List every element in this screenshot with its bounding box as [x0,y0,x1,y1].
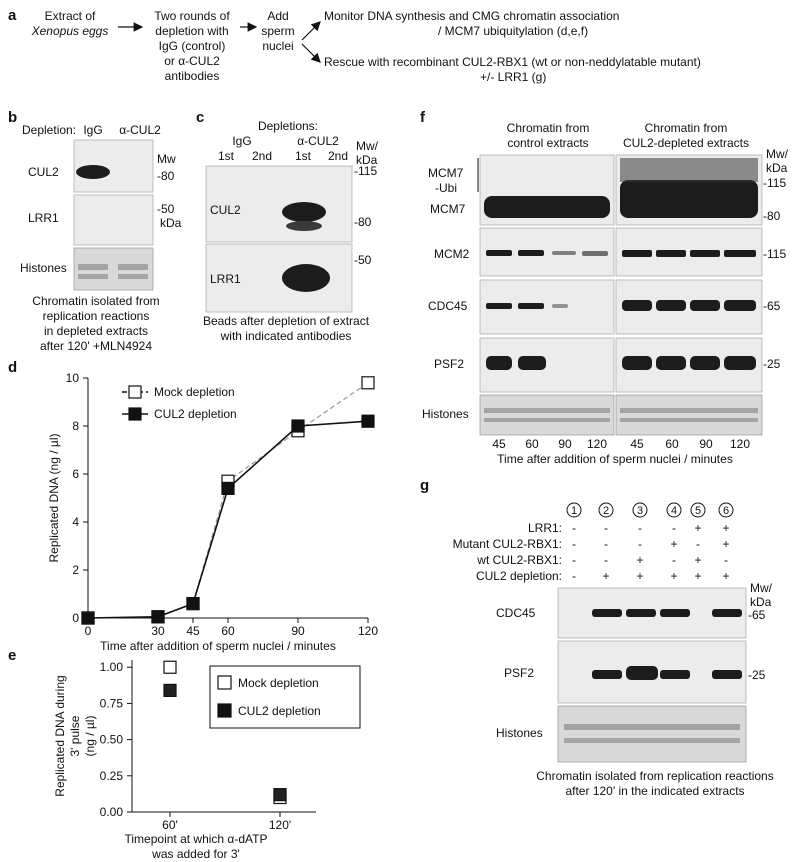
g-mw-label-1: Mw/ [750,581,772,595]
c-band-cul2-lower [286,221,322,231]
c-caption-2: with indicated antibodies [220,329,352,343]
g-condition-value: + [636,569,644,583]
d-x-tick-label: 0 [84,624,92,638]
e-y-axis-label-1: Replicated DNA during [53,675,67,797]
f-marker-80: -80 [763,209,781,223]
f-time-7: 90 [699,437,713,451]
d-point-cul2 [187,598,199,610]
g-condition-value: + [670,569,678,583]
g-condition-name: wt CUL2-RBX1: [477,553,562,567]
g-condition-value: - [672,553,676,567]
e-legend-marker [218,704,231,717]
d-y-axis-label: Replicated DNA (ng / µl) [47,433,61,563]
e-x-tick-label: 60' [162,818,178,832]
d-x-tick-label: 30 [151,624,165,638]
chart-e [53,660,360,861]
panel-c-label: c [196,109,205,126]
flow-outcome2-line2: +/- LRR1 (g) [480,70,547,84]
g-band-psf2-6 [712,670,742,679]
c-round-1: 1st [217,149,235,163]
f-group2-line2: CUL2-depleted extracts [622,136,750,150]
g-histone-band-2 [564,738,740,743]
e-legend-marker [218,676,231,689]
b-marker-80: -80 [157,169,175,183]
f-band-cdc45-7 [690,300,720,311]
g-condition-value: + [602,569,610,583]
f-mw-label-2: kDa [766,161,788,175]
g-blot-histones [558,706,746,762]
g-lane-number: 2 [602,505,610,517]
c-mw-label-2: kDa [356,153,378,167]
e-y-tick-label: 0.25 [99,768,123,783]
g-condition-value: - [604,521,608,535]
g-condition-value: + [670,537,678,551]
b-histone-band-4 [118,274,148,279]
f-band-mcm2-7 [690,250,720,257]
b-band-cul2-igg [76,165,110,179]
g-band-cdc45-4 [660,609,690,617]
g-row-histones: Histones [496,726,543,740]
f-band-psf2-7 [690,356,720,370]
f-band-psf2-1 [486,356,512,370]
d-y-tick-label: 2 [72,563,79,577]
flow-step2-line1: Two rounds of [154,9,230,23]
d-x-tick-label: 90 [291,624,305,638]
b-caption-3: in depleted extracts [43,324,149,338]
f-band-mcm2-3 [552,251,576,255]
f-time-8: 120 [729,437,751,451]
d-point-mock [362,377,374,389]
flow-outcome1-line1: Monitor DNA synthesis and CMG chromatin association [324,9,620,23]
b-mw-label: Mw [157,152,176,166]
f-marker-65: -65 [763,299,781,313]
c-round-4: 2nd [327,149,349,163]
g-marker-25: -25 [748,668,766,682]
g-conditions [453,521,730,583]
g-band-cdc45-3 [626,609,656,617]
panel-c [196,109,379,343]
g-condition-value: + [636,553,644,567]
f-row-mcm2: MCM2 [434,247,470,261]
c-marker-115: -115 [354,164,378,178]
e-y-tick-label: 0.75 [99,696,123,711]
e-y-axis-label-3: (ng / µl) [83,715,97,757]
f-histone-band-ctrl-2 [484,418,610,422]
g-row-cdc45: CDC45 [496,606,536,620]
b-marker-kda: kDa [160,216,182,230]
flow-step1-line2: Xenopus eggs [31,24,109,38]
g-lane-number: 6 [722,505,730,517]
g-mw-label-2: kDa [750,595,772,609]
b-row-cul2: CUL2 [28,165,59,179]
f-band-cdc45-3 [552,304,568,308]
g-lane-number: 4 [670,505,678,517]
f-time-4: 120 [586,437,608,451]
f-row-mcm7: MCM7 [430,202,466,216]
panel-b-label: b [8,109,18,126]
g-condition-value: - [638,537,642,551]
g-condition-value: - [572,521,576,535]
b-histone-band-3 [78,274,108,279]
d-legend-label: Mock depletion [154,385,235,399]
d-legend-marker [129,408,141,420]
b-lane-igg: IgG [83,123,103,137]
f-band-mcm2-1 [486,250,512,256]
e-x-tick-label: 120' [268,818,292,832]
g-row-psf2: PSF2 [504,666,535,680]
e-y-tick-label: 1.00 [99,660,123,675]
d-point-cul2 [362,415,374,427]
flow-step2-line3: IgG (control) [158,39,226,53]
d-point-cul2 [82,612,94,624]
c-header: Depletions: [257,119,319,133]
flow-outcome1-line2: / MCM7 ubiquitylation (d,e,f) [438,24,589,38]
f-group2-line1: Chromatin from [644,121,728,135]
b-caption-4: after 120' +MLN4924 [39,339,153,353]
c-group-igg: IgG [232,134,252,148]
f-band-mcm7-ubi-cul2 [620,158,758,182]
panel-a-label: a [8,7,17,24]
panel-b [8,109,182,353]
d-point-cul2 [222,482,234,494]
f-band-cdc45-5 [622,300,652,311]
f-marker-115b: -115 [763,247,787,261]
g-condition-name: CUL2 depletion: [475,569,562,583]
e-x-axis-label: Timepoint at which α-dATP [124,832,268,846]
b-row-lrr1: LRR1 [28,211,59,225]
f-histone-band-ctrl-1 [484,408,610,413]
d-point-cul2 [292,420,304,432]
c-mw-label-1: Mw/ [356,139,378,153]
d-legend-marker [129,386,141,398]
f-time-1: 45 [492,437,506,451]
e-legend-label: CUL2 depletion [238,704,321,718]
c-row-cul2: CUL2 [210,203,241,217]
f-band-mcm7-cul2 [620,180,758,218]
c-band-cul2 [282,202,326,222]
g-lane-numbers [567,503,733,517]
panel-d-label: d [8,359,18,376]
c-group-cul2: α-CUL2 [297,134,339,148]
f-row-psf2: PSF2 [434,357,465,371]
b-histone-band-2 [118,264,148,270]
g-condition-value: - [572,553,576,567]
c-round-2: 2nd [251,149,273,163]
flow-outcome2-line1: Rescue with recombinant CUL2-RBX1 (wt or non-neddylatable mutant) [324,55,701,69]
d-x-tick-label: 45 [186,624,200,638]
e-y-axis-label-2: 3' pulse [68,715,82,757]
d-x-tick-label: 60 [221,624,235,638]
chart-d [47,371,378,653]
g-lane-number: 1 [570,505,578,517]
g-condition-name: Mutant CUL2-RBX1: [452,537,562,551]
g-band-cdc45-6 [712,609,742,617]
flow-step1-line1: Extract of [44,9,96,23]
d-y-tick-label: 10 [65,371,79,385]
b-depletion-label: Depletion: [22,123,77,137]
g-band-psf2-2 [592,670,622,679]
g-condition-value: + [694,553,702,567]
c-marker-50: -50 [354,253,372,267]
d-legend-label: CUL2 depletion [154,407,237,421]
c-row-lrr1: LRR1 [210,272,241,286]
b-blot-lrr1 [74,195,153,245]
f-time-3: 90 [558,437,572,451]
f-marker-115a: -115 [763,176,787,190]
f-band-mcm7-ctrl [484,196,610,218]
d-y-tick-label: 4 [72,515,79,529]
b-caption-2: replication reactions [42,309,150,323]
f-row-mcm7-ubi-1: MCM7 [428,166,464,180]
f-band-psf2-8 [724,356,756,370]
f-mw-label-1: Mw/ [766,147,788,161]
g-lane-number: 3 [636,505,644,517]
d-y-tick-label: 0 [72,611,79,625]
g-condition-value: + [722,537,730,551]
g-condition-value: - [724,553,728,567]
e-y-tick-label: 0.00 [99,805,123,819]
e-y-tick-label: 0.50 [99,732,123,747]
g-lane-number: 5 [694,505,702,517]
f-xlabel: Time after addition of sperm nuclei / minutes [497,452,733,466]
panel-g [420,477,774,798]
f-band-psf2-6 [656,356,686,370]
f-time-2: 60 [525,437,539,451]
g-condition-value: - [572,569,576,583]
f-band-cdc45-8 [724,300,756,311]
g-condition-value: + [722,521,730,535]
c-band-lrr1 [282,264,330,292]
f-group1-line1: Chromatin from [506,121,590,135]
f-histone-band-cul2-1 [620,408,758,413]
f-band-mcm2-8 [724,250,756,257]
flow-step2-line4: or α-CUL2 [164,54,220,68]
panel-e [8,647,360,861]
e-point-cul2 [274,789,286,801]
flow-step3-line2: sperm [261,24,295,38]
c-round-3: 1st [294,149,312,163]
panel-e-label: e [8,647,17,664]
g-band-cdc45-2 [592,609,622,617]
d-y-tick-label: 6 [72,467,79,481]
f-time-5: 45 [630,437,644,451]
f-band-cdc45-6 [656,300,686,311]
panel-a [8,7,701,84]
f-band-psf2-5 [622,356,652,370]
f-band-psf2-2 [518,356,546,370]
b-lane-cul2: α-CUL2 [119,123,161,137]
e-legend-label: Mock depletion [238,676,319,690]
f-time-6: 60 [665,437,679,451]
f-marker-25: -25 [763,357,781,371]
panel-f-label: f [420,109,425,126]
b-row-histones: Histones [20,261,67,275]
d-series-line-cul2 [88,421,368,618]
d-x-tick-label: 120 [357,624,379,638]
g-condition-value: + [694,521,702,535]
flow-step2-line2: depletion with [155,24,229,38]
d-x-axis-label: Time after addition of sperm nuclei / minutes [100,639,336,653]
g-condition-value: + [722,569,730,583]
f-histone-band-cul2-2 [620,418,758,422]
d-point-cul2 [152,611,164,623]
f-row-cdc45: CDC45 [428,299,468,313]
e-point-cul2 [164,684,176,696]
f-group1-line2: control extracts [507,136,589,150]
g-condition-value: - [604,537,608,551]
f-band-mcm2-4 [582,251,608,256]
g-marker-65: -65 [748,608,766,622]
g-band-psf2-3 [626,666,658,680]
g-condition-name: LRR1: [527,521,562,535]
b-caption-1: Chromatin isolated from [32,294,160,308]
c-marker-80: -80 [354,215,372,229]
panel-f [420,109,789,466]
panel-d [8,359,378,653]
panel-g-label: g [420,477,430,494]
g-histone-band-1 [564,724,740,730]
g-condition-value: - [638,521,642,535]
f-band-mcm2-5 [622,250,652,257]
e-point-mock [164,661,176,673]
g-condition-value: + [694,569,702,583]
f-band-mcm2-2 [518,250,544,256]
g-band-psf2-4 [660,670,690,679]
d-y-tick-label: 8 [72,419,79,433]
c-caption-1: Beads after depletion of extract [202,314,370,328]
f-blot-histones-ctrl [480,395,614,435]
g-condition-value: - [672,521,676,535]
flow-arrow-4 [302,44,320,62]
f-band-cdc45-2 [518,303,544,309]
f-band-cdc45-1 [486,303,512,309]
flow-step3-line3: nuclei [262,39,294,53]
g-condition-value: - [572,537,576,551]
g-condition-value: - [604,553,608,567]
flow-step2-line5: antibodies [164,69,220,83]
g-caption-2: after 120' in the indicated extracts [565,784,745,798]
e-x-axis-label-2: was added for 3' [152,847,240,861]
g-condition-value: - [696,537,700,551]
f-band-mcm2-6 [656,250,686,257]
flow-step3-line1: Add [267,9,289,23]
f-row-histones: Histones [422,407,469,421]
f-row-mcm7-ubi-2: -Ubi [435,181,458,195]
flow-arrow-3 [302,22,320,40]
f-blot-histones-cul2 [616,395,762,435]
g-caption-1: Chromatin isolated from replication reactions [536,769,774,783]
b-marker-50: -50 [157,202,175,216]
b-histone-band-1 [78,264,108,270]
